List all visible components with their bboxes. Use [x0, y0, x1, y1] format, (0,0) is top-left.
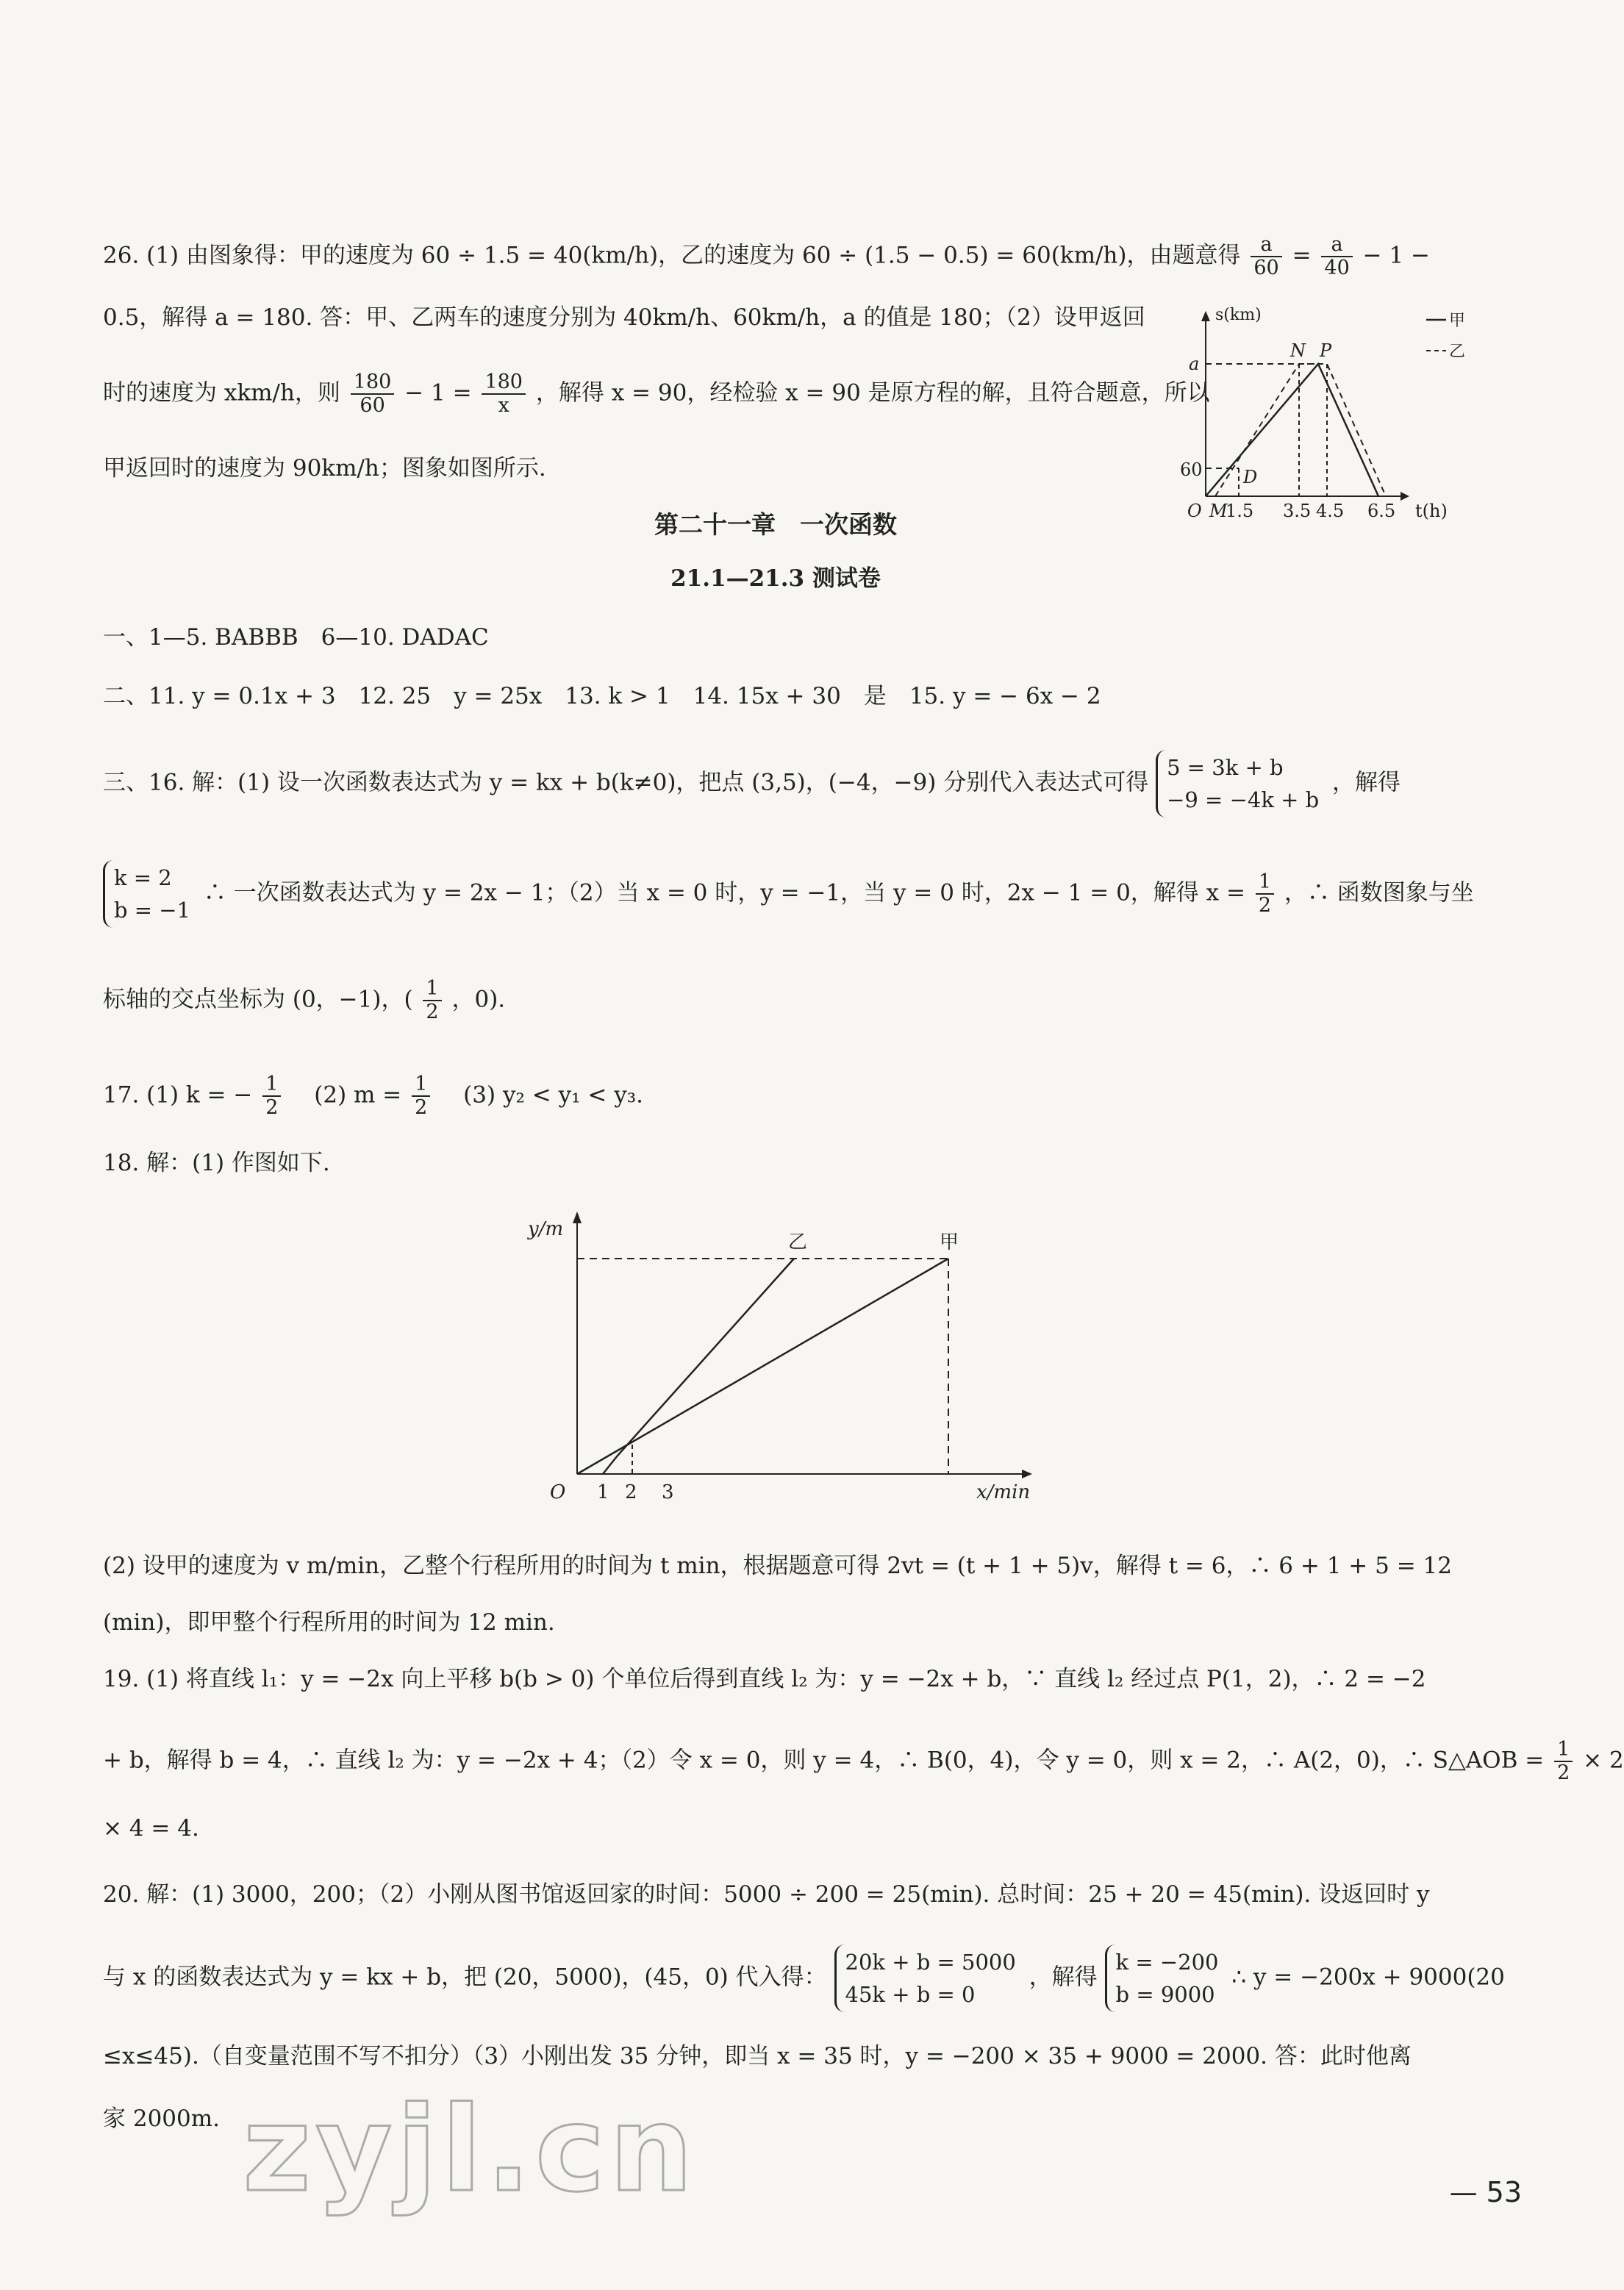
q19-text-2a: + b，解得 b = 4，∴ 直线 l₂ 为：y = −2x + 4；（2）令 x = 0，则 y = 4，∴ B(0，4)，令 y = 0，则 x = 2，∴ A(2，0)，∴ S△AOB =	[103, 1747, 1545, 1774]
graph2-label-yi: 乙	[788, 1231, 808, 1253]
graph1-tick-60: 60	[1180, 459, 1203, 480]
graph1-legend-yi: 乙	[1449, 343, 1466, 361]
fraction-a-60: $\frac{a}{60}$	[1251, 234, 1281, 279]
q19-text-2b: × 2	[1583, 1747, 1624, 1774]
q20-text-2a: 与 x 的函数表达式为 y = kx + b，把 (20，5000)，(45，0) 代入得：	[103, 1964, 827, 1991]
q16-text-a-tail: ，解得	[1332, 769, 1401, 796]
graph2-tick-2: 2	[625, 1481, 637, 1503]
equation-system-1: 5 = 3k + b −9 = −4k + b	[1156, 750, 1325, 817]
graph-y-x	[515, 1206, 1073, 1514]
q20-line-2	[103, 1944, 1505, 2012]
q26-text-3a: 时的速度为 xkm/h，则	[103, 379, 340, 407]
q26-text-3mid: − 1 =	[404, 379, 472, 407]
q20-text-2b: ，解得	[1029, 1964, 1098, 1991]
graph1-point-P: P	[1320, 340, 1332, 361]
answer-part-2: 二、11. y = 0.1x + 3 12. 25 y = 25x 13. k > 1 14. 15x + 30 是 15. y = − 6x − 2	[103, 683, 1101, 709]
q16-text-c1: 标轴的交点坐标为 (0，−1)，(	[103, 986, 413, 1013]
graph1-origin: O	[1187, 501, 1202, 521]
fraction-q17-2: $\frac{1}{2}$	[412, 1073, 430, 1119]
q17-text-b: (2) m =	[291, 1081, 402, 1109]
graph2-origin: O	[550, 1481, 566, 1503]
q20-line-3: ≤x≤45).（自变量范围不写不扣分）（3）小刚出发 35 分钟，即当 x = 35 时，y = −200 × 35 + 9000 = 2000. 答：此时他离	[103, 2043, 1412, 2069]
equation-system-4: k = −200 b = 9000	[1105, 1944, 1225, 2012]
q26-text-1b: − 1 −	[1362, 242, 1431, 269]
q16-text-c2: ，0).	[451, 986, 506, 1013]
fraction-1-2: $\frac{1}{2}$	[1256, 871, 1274, 917]
graph2-tick-1: 1	[597, 1481, 609, 1503]
q19-line-3: × 4 = 4.	[103, 1815, 199, 1842]
page-number: — 53	[1449, 2176, 1522, 2208]
q20-line-1: 20. 解：(1) 3000，200；（2）小刚从图书馆返回家的时间：5000 ÷ 200 = 25(min). 总时间：25 + 20 = 45(min). 设返回时 y	[103, 1881, 1430, 1908]
fraction-180-x: $\frac{180}{x}$	[482, 371, 526, 417]
q26-line-4: 甲返回时的速度为 90km/h；图象如图所示.	[103, 455, 546, 482]
equals-sign: =	[1292, 242, 1312, 269]
q26-text-1a: 26. (1) 由图象得：甲的速度为 60 ÷ 1.5 = 40(km/h)，乙的速度为 60 ÷ (1.5 − 0.5) = 60(km/h)，由题意得	[103, 242, 1241, 269]
q26-text-3b: ，解得 x = 90，经检验 x = 90 是原方程的解，且符合题意，所以	[535, 379, 1210, 407]
q17-line	[103, 1073, 1456, 1119]
graph1-x-label: t(h)	[1415, 501, 1448, 521]
graph2-x-label: x/min	[976, 1481, 1031, 1503]
q18-line-3: (min)，即甲整个行程所用的时间为 12 min.	[103, 1609, 555, 1636]
graph1-point-D: D	[1243, 467, 1258, 487]
q16-line-2	[103, 860, 1474, 928]
fraction-1-2-b: $\frac{1}{2}$	[423, 978, 441, 1023]
q26-line-3	[103, 371, 1210, 417]
graph1-tick-M: M	[1209, 501, 1228, 521]
section-title: 21.1—21.3 测试卷	[670, 565, 881, 592]
chapter-title: 第二十一章 一次函数	[654, 510, 897, 539]
q16-line-1	[103, 750, 1456, 817]
answer-part-1: 一、1—5. BABBB 6—10. DADAC	[103, 624, 489, 651]
graph1-tick-1-5: 1.5	[1226, 501, 1254, 521]
q20-text-2c: ∴ y = −200x + 9000(20	[1231, 1964, 1505, 1991]
fraction-180-60: $\frac{180}{60}$	[351, 371, 395, 417]
fraction-q19: $\frac{1}{2}$	[1554, 1739, 1573, 1784]
q26-line-2: 0.5，解得 a = 180. 答：甲、乙两车的速度分别为 40km/h、60km/h，a 的值是 180；（2）设甲返回	[103, 304, 1145, 331]
fraction-a-40: $\frac{a}{40}$	[1321, 234, 1352, 279]
graph1-point-N: N	[1290, 340, 1306, 361]
q20-line-4: 家 2000m.	[103, 2105, 220, 2132]
q16-text-b: ∴ 一次函数表达式为 y = 2x − 1；（2）当 x = 0 时，y = −1，当 y = 0 时，2x − 1 = 0，解得 x =	[203, 879, 1245, 906]
fraction-q17-1: $\frac{1}{2}$	[262, 1073, 281, 1119]
q17-text-a: 17. (1) k = −	[103, 1081, 253, 1109]
q26-line-1	[103, 234, 1456, 279]
graph2-y-label: y/m	[528, 1218, 564, 1240]
graph1-tick-4-5: 4.5	[1316, 501, 1345, 521]
graph1-tick-6-5: 6.5	[1367, 501, 1396, 521]
q18-line-2: (2) 设甲的速度为 v m/min，乙整个行程所用的时间为 t min，根据题意可得 2vt = (t + 1 + 5)v，解得 t = 6，∴ 6 + 1 + 5 = 12	[103, 1553, 1452, 1579]
q19-line-1: 19. (1) 将直线 l₁：y = −2x 向上平移 b(b > 0) 个单位后得到直线 l₂ 为：y = −2x + b，∵ 直线 l₂ 经过点 P(1，2)，∴ 2 = −2	[103, 1666, 1426, 1692]
graph1-legend-jia: 甲	[1449, 312, 1466, 330]
equation-system-3: 20k + b = 5000 45k + b = 0	[834, 1944, 1022, 2012]
graph2-line-jia	[577, 1259, 948, 1474]
q16-line-3	[103, 978, 1456, 1023]
graph2-label-jia: 甲	[940, 1231, 959, 1253]
equation-system-2: k = 2 b = −1	[103, 860, 196, 928]
graph1-tick-3-5: 3.5	[1283, 501, 1312, 521]
q19-line-2	[103, 1738, 1624, 1784]
q16-text-b-tail: ，∴ 函数图象与坐	[1284, 879, 1474, 906]
graph1-tick-a: a	[1189, 354, 1200, 374]
q16-text-a: 三、16. 解：(1) 设一次函数表达式为 y = kx + b(k≠0)，把点 (3,5)，(−4，−9) 分别代入表达式可得	[103, 769, 1149, 796]
graph1-line-jia	[1206, 364, 1378, 496]
graph1-y-label: s(km)	[1215, 306, 1262, 324]
watermark: zyjl.cn	[243, 2080, 698, 2218]
graph2-tick-3: 3	[662, 1481, 674, 1503]
q17-text-c: (3) y₂ < y₁ < y₃.	[440, 1081, 643, 1109]
q18-line-1: 18. 解：(1) 作图如下.	[103, 1150, 330, 1176]
graph-s-t	[1173, 298, 1481, 526]
